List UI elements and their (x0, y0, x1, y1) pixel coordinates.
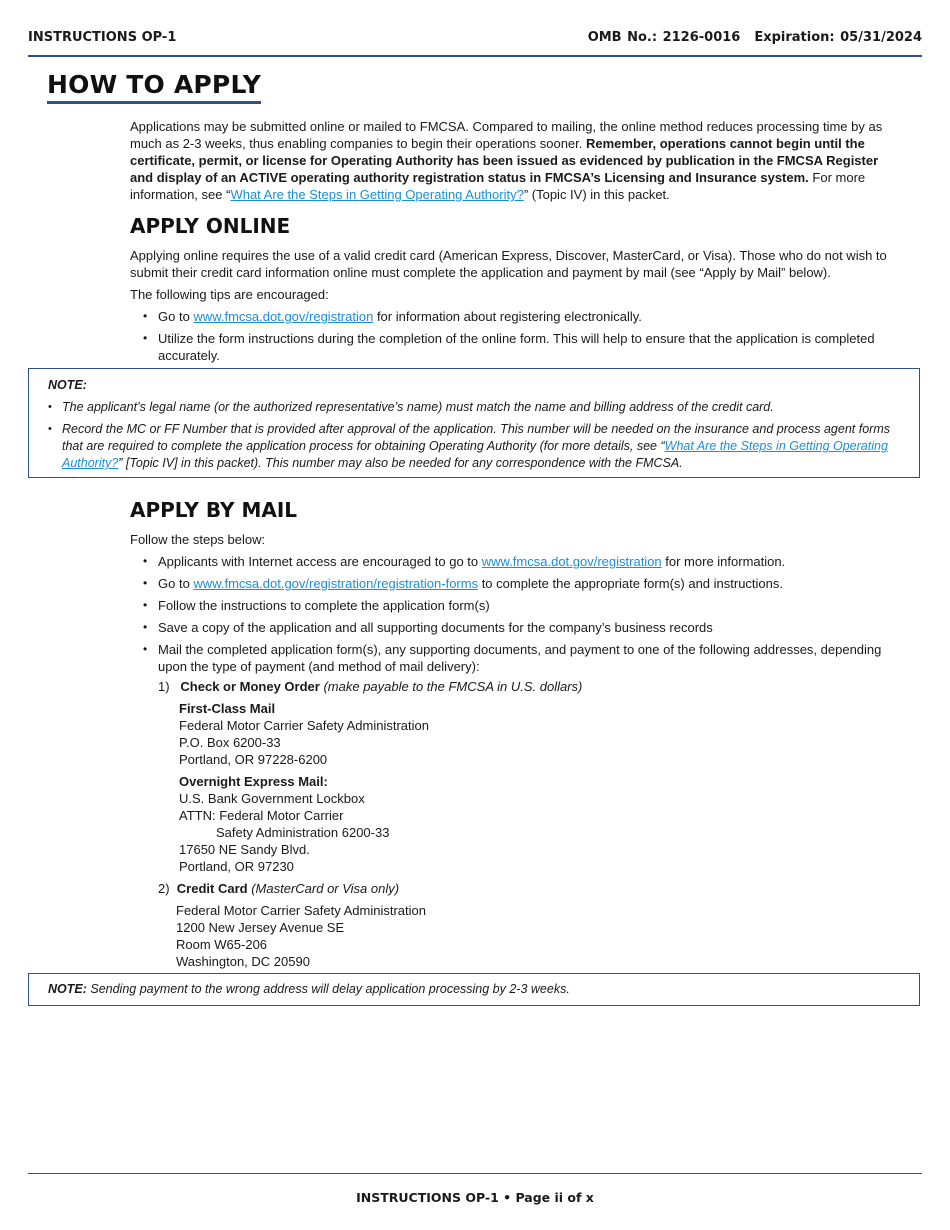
footer-page-number: INSTRUCTIONS OP-1 • Page ii of x (356, 1190, 594, 1205)
omb-number: OMB No.: 2126-0016 (587, 30, 741, 45)
note-label: NOTE: (48, 378, 87, 392)
address-title: Overnight Express Mail: (179, 774, 328, 789)
tips-list (130, 308, 900, 364)
page-title: HOW TO APPLY (47, 70, 261, 104)
list-item: • Save a copy of the application and all supporting documents for the company’s business records (130, 619, 900, 636)
list-item (130, 553, 900, 570)
address-line: Portland, OR 97228-6200 (179, 752, 328, 767)
address-line: P.O. Box 6200-33 (179, 735, 281, 750)
step-text: Applicants with Internet access are encouraged to go to (158, 554, 482, 569)
apply-online-paragraph: Applying online requires the use of a valid credit card (American Express, Discover, MasterCard, or Visa). Those who do not wish to submit their credit card information online must complete the application and payment by mail (see “Apply by Mail” below). (130, 248, 887, 280)
option-number: 2) (158, 881, 170, 896)
apply-online-heading: APPLY ONLINE (130, 214, 291, 238)
apply-by-mail-heading: APPLY BY MAIL (130, 498, 298, 522)
note-text-end: ” [Topic IV] in this packet). This number may also be needed for any correspondence with the FMCSA. (118, 456, 683, 470)
list-item: • Follow the instructions to complete the application form(s) (130, 597, 900, 614)
tip-text-end: for information about registering electronically. (373, 309, 642, 324)
note-box-online (28, 368, 920, 478)
note-label: NOTE: (48, 982, 87, 996)
tips-intro: The following tips are encouraged: (130, 287, 329, 302)
note-text: Record the MC or FF Number that is provided after approval of the application. This number will be needed on the insurance and process agent forms that are required to complete the application process for obtaining Operating Authority (for more details, see “ (62, 422, 890, 453)
tip-text: Go to (158, 309, 194, 324)
payment-option-credit (130, 880, 900, 897)
address-line: Portland, OR 97230 (179, 859, 294, 874)
mail-intro: Follow the steps below: (130, 532, 266, 547)
option-number: 1) (158, 679, 170, 694)
mail-steps-list (130, 553, 900, 675)
form-id: INSTRUCTIONS OP-1 (28, 30, 177, 45)
list-item: • The applicant’s legal name (or the authorized representative’s name) must match the name and billing address of the credit card. (29, 399, 901, 416)
list-item: • Utilize the form instructions during the completion of the online form. This will help to ensure that the application is completed accurately. (130, 330, 900, 364)
step-text-end: to complete the appropriate form(s) and instructions. (478, 576, 784, 591)
address-line: Federal Motor Carrier Safety Administration (179, 718, 429, 733)
option-title: Credit Card (176, 881, 248, 896)
intro-text: Applications may be submitted online or mailed to FMCSA. Compared to mailing, the online method reduces processing time by as much as 2-3 weeks, thus enabling companies to begin their operations sooner. (130, 119, 883, 151)
address-line: Federal Motor Carrier Safety Administration (176, 903, 426, 918)
apply-online-section (130, 247, 900, 369)
list-item (29, 421, 901, 472)
note-text: Sending payment to the wrong address will delay application processing by 2-3 weeks. (86, 982, 570, 996)
steps-link-note[interactable]: What Are the Steps in Getting Operating Authority? (62, 439, 888, 470)
expiration-date: Expiration: 05/31/2024 (754, 30, 922, 45)
page-footer (28, 1173, 922, 1205)
address-line: Safety Administration 6200-33 (216, 825, 390, 840)
address-title: First-Class Mail (179, 701, 276, 716)
step-text-end: for more information. (661, 554, 786, 569)
option-note: (MasterCard or Visa only) (251, 881, 400, 896)
address-line: ATTN: Federal Motor Carrier (179, 808, 344, 823)
registration-forms-link[interactable]: www.fmcsa.dot.gov/registration/registration-forms (193, 576, 479, 591)
payment-option-check (130, 678, 900, 970)
option-note: (make payable to the FMCSA in U.S. dollars) (323, 679, 583, 694)
address-line: U.S. Bank Government Lockbox (179, 791, 365, 806)
page-header (28, 29, 922, 57)
overnight-address (130, 773, 900, 875)
list-item (130, 575, 900, 592)
intro-text-2: For more information, see “ (130, 170, 866, 202)
list-item (130, 308, 900, 325)
steps-link[interactable]: What Are the Steps in Getting Operating Authority? (230, 187, 524, 202)
note-box-mail (28, 973, 920, 1006)
step-text: Go to (158, 576, 194, 591)
option-title: Check or Money Order (180, 679, 320, 694)
address-line: Room W65-206 (176, 937, 268, 952)
registration-link[interactable]: www.fmcsa.dot.gov/registration (193, 309, 374, 324)
address-line: 1200 New Jersey Avenue SE (176, 920, 345, 935)
intro-text-3: ” (Topic IV) in this packet. (523, 187, 670, 202)
list-item: • Mail the completed application form(s), any supporting documents, and payment to one of the following addresses, depending upon the type of payment (and method of mail delivery): (130, 641, 900, 675)
registration-link-mail[interactable]: www.fmcsa.dot.gov/registration (481, 554, 662, 569)
omb-expiration (588, 30, 922, 45)
credit-card-address (130, 902, 900, 970)
intro-paragraph (130, 118, 900, 203)
intro-section (130, 118, 900, 203)
note-list (29, 399, 901, 472)
address-line: Washington, DC 20590 (176, 954, 310, 969)
intro-bold-text: Remember, operations cannot begin until the certificate, permit, or license for Operating Authority has been issued as evidenced by publication in the FMCSA Register and display of an ACTIVE operating authority registration status in FMCSA’s Licensing and Insurance system. (130, 136, 879, 185)
first-class-address (130, 700, 900, 768)
address-line: 17650 NE Sandy Blvd. (179, 842, 310, 857)
apply-by-mail-section (130, 531, 900, 970)
